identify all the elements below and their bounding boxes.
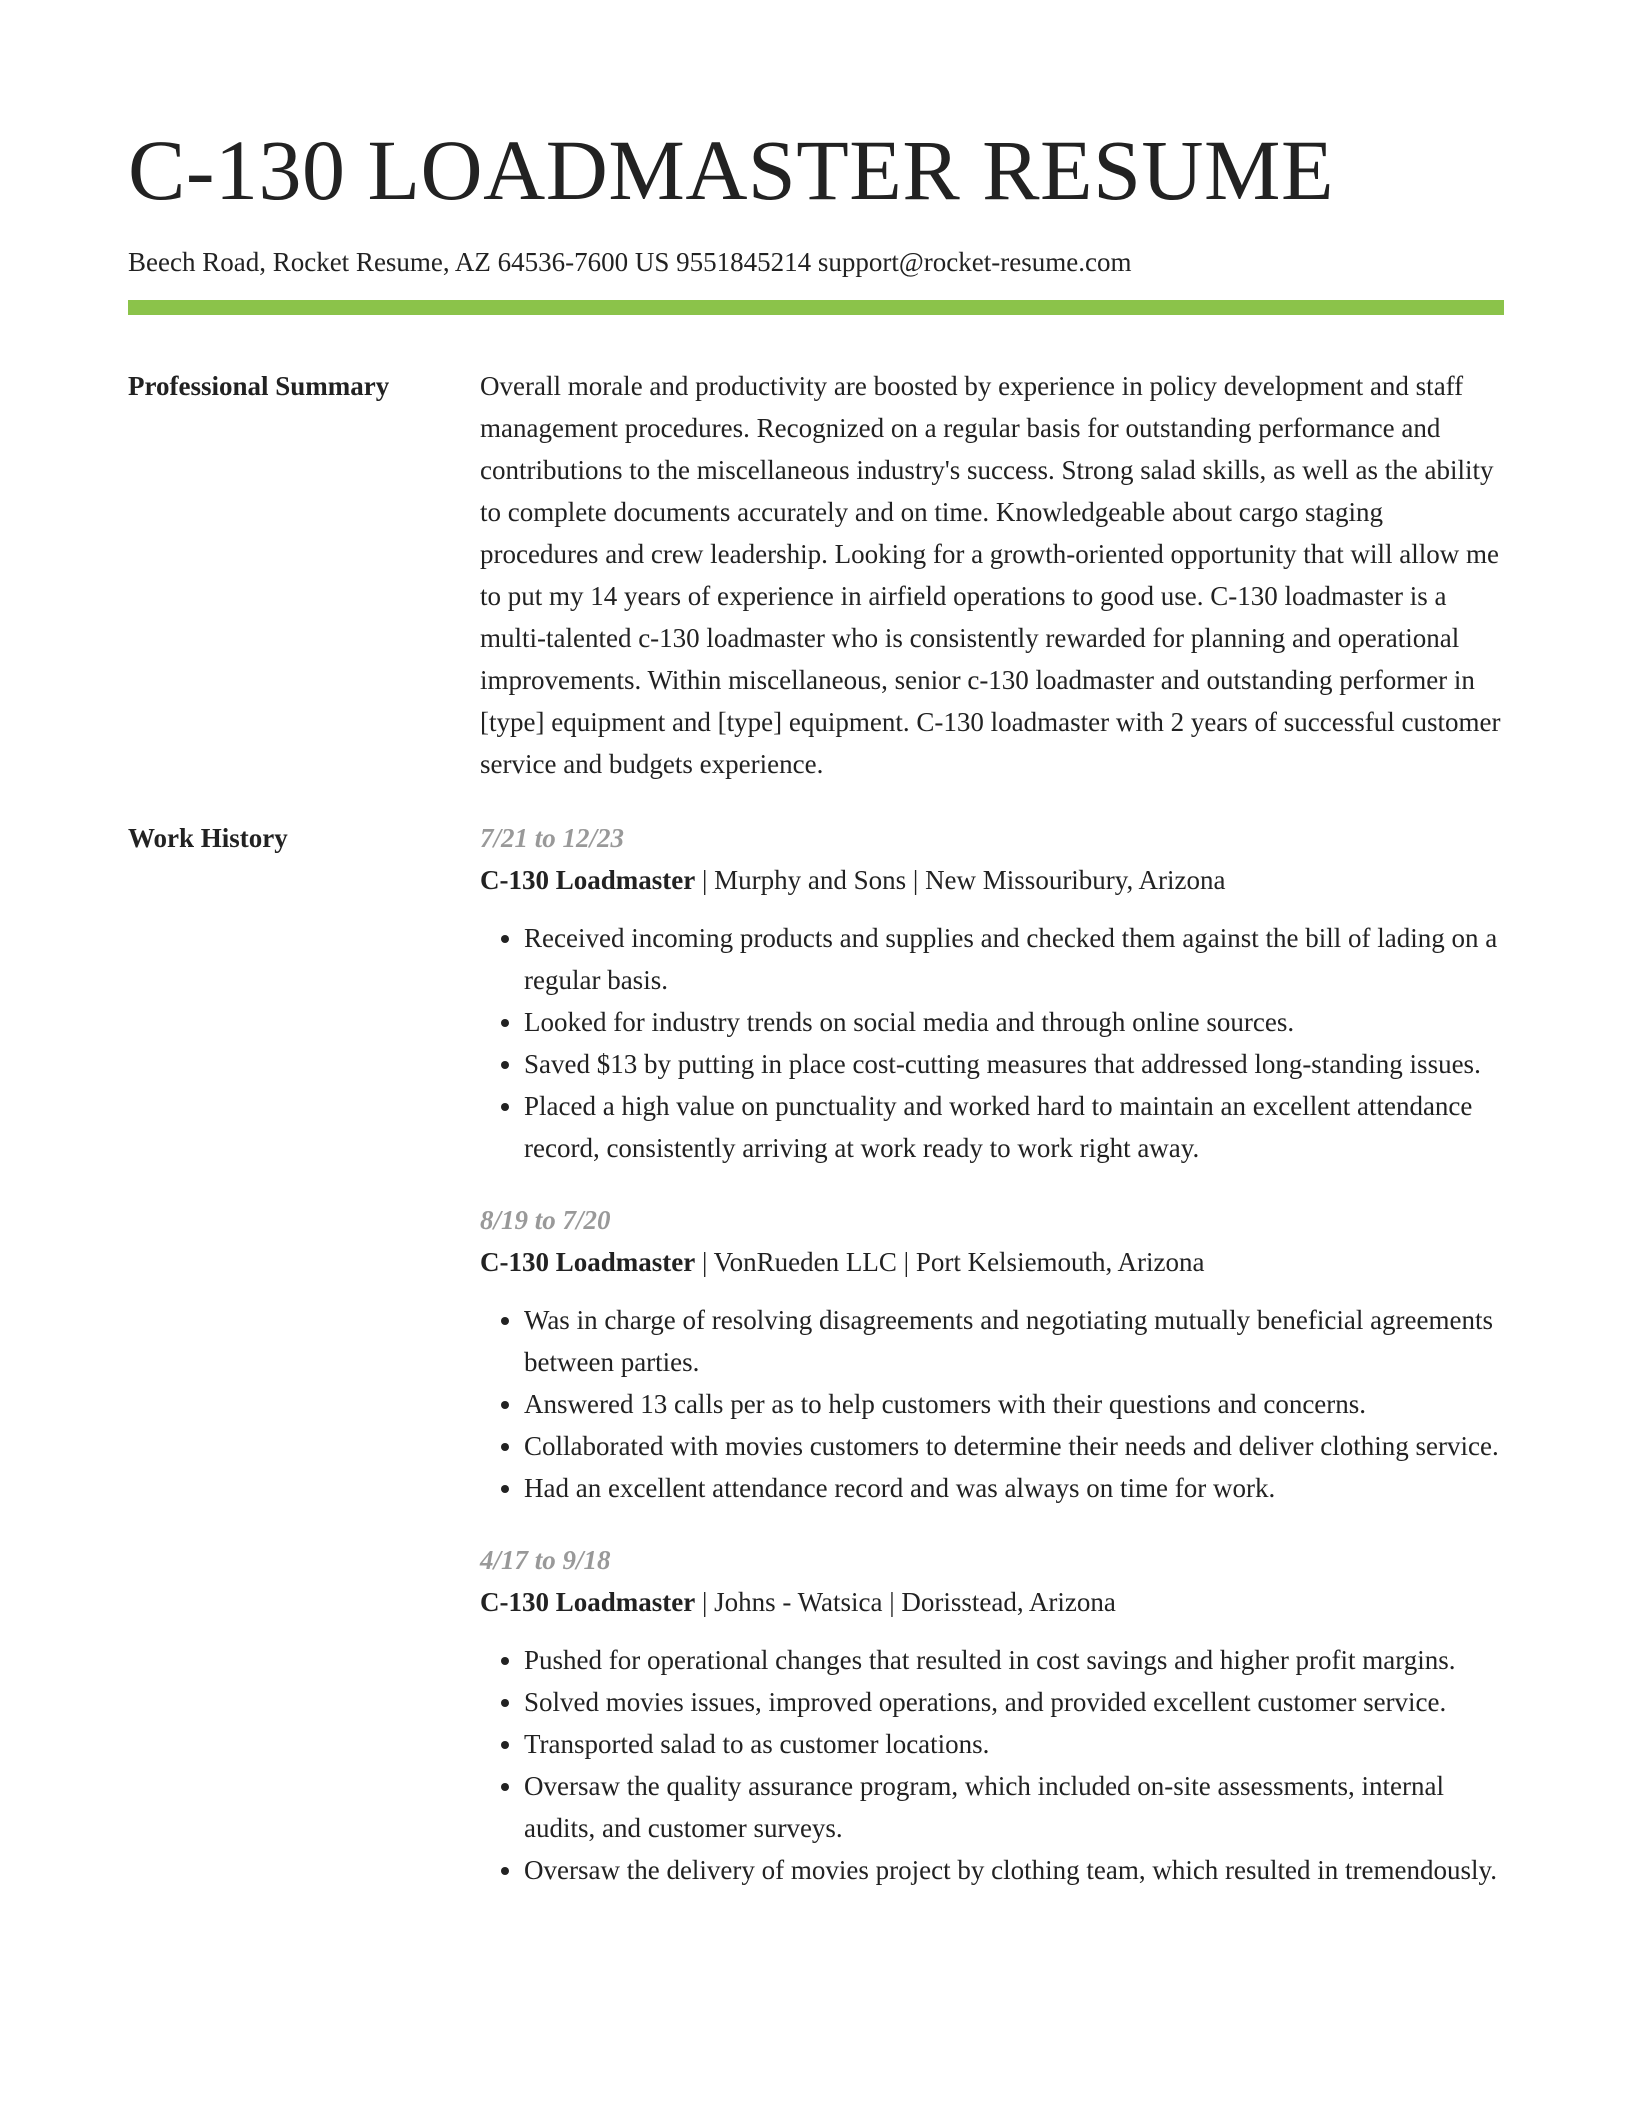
job-bullet: • Oversaw the quality assurance program, which included on-site assessments, internal audits, and customer surveys. [524,1765,1504,1849]
job-bullet: • Pushed for operational changes that resulted in cost savings and higher profit margins. [524,1639,1504,1681]
work-history-heading: Work History [128,823,288,853]
job-entry [480,1199,1504,1509]
work-history-section [128,817,1504,1921]
job-entry [480,1539,1504,1891]
job-bullet: • Solved movies issues, improved operations, and provided excellent customer service. [524,1681,1504,1723]
job-bullet: • Was in charge of resolving disagreements and negotiating mutually beneficial agreements between parties. [524,1299,1504,1383]
page-title: C-130 LOADMASTER RESUME [128,122,1335,218]
work-history-body [480,817,1504,1921]
job-bullet: • Answered 13 calls per as to help customers with their questions and concerns. [524,1383,1504,1425]
job-heading [480,1241,1504,1283]
job-location: Port Kelsiemouth, Arizona [915,1247,1205,1277]
contact-line: Beech Road, Rocket Resume, AZ 64536-7600 US 9551845214 support@rocket-resume.com [128,247,1132,277]
job-bullet: • Received incoming products and supplies and checked them against the bill of lading on a regular basis. [524,917,1504,1001]
job-bullet-list [480,1639,1504,1891]
resume-page [128,0,1504,1921]
job-entry [480,817,1504,1169]
job-bullet-list [480,917,1504,1169]
job-dates: 8/19 to 7/20 [480,1205,611,1235]
job-bullet: • Collaborated with movies customers to determine their needs and deliver clothing service. [524,1425,1504,1467]
job-title: C-130 Loadmaster [480,865,696,895]
job-company: Johns - Watsica [714,1587,883,1617]
job-separator: | [882,1587,902,1617]
job-dates: 4/17 to 9/18 [480,1545,611,1575]
job-separator: | [695,1247,714,1277]
header-divider [128,300,1504,315]
job-heading [480,1581,1504,1623]
job-title: C-130 Loadmaster [480,1247,696,1277]
job-bullet-list [480,1299,1504,1509]
job-separator: | [896,1247,916,1277]
job-company: VonRueden LLC [713,1247,897,1277]
job-heading [480,859,1504,901]
job-bullet: • Placed a high value on punctuality and worked hard to maintain an excellent attendance record, consistently arriving at work ready to work right away. [524,1085,1504,1169]
summary-text: Overall morale and productivity are boosted by experience in policy development and staff management procedures. Recognized on a regular basis for outstanding performance and contributions to the miscellaneous industry's success. Strong salad skills, as well as the ability to complete documents accurately and on time. Knowledgeable about cargo staging procedures and crew leadership. Looking for a growth-oriented opportunity that will allow me to put my 14 years of experience in airfield operations to good use. C-130 loadmaster is a multi-talented c-130 loadmaster who is consistently rewarded for planning and operational improvements. Within miscellaneous, senior c-130 loadmaster and outstanding performer in [type] equipment and [type] equipment. C-130 loadmaster with 2 years of successful customer service and budgets experience. [480,371,1501,779]
job-separator: | [906,865,926,895]
job-bullet: • Saved $13 by putting in place cost-cutting measures that addressed long-standing issues. [524,1043,1504,1085]
summary-section [128,365,1504,785]
job-bullet: • Oversaw the delivery of movies project by clothing team, which resulted in tremendously. [524,1849,1504,1891]
job-bullet: • Transported salad to as customer locations. [524,1723,1504,1765]
job-dates: 7/21 to 12/23 [480,823,625,853]
job-separator: | [695,865,715,895]
job-company: Murphy and Sons [714,865,907,895]
job-title: C-130 Loadmaster [480,1587,696,1617]
job-bullet: • Looked for industry trends on social media and through online sources. [524,1001,1504,1043]
job-location: New Missouribury, Arizona [925,865,1226,895]
job-bullet: • Had an excellent attendance record and was always on time for work. [524,1467,1504,1509]
summary-heading: Professional Summary [128,371,390,401]
job-separator: | [695,1587,715,1617]
job-location: Dorisstead, Arizona [901,1587,1116,1617]
summary-body [480,365,1504,785]
